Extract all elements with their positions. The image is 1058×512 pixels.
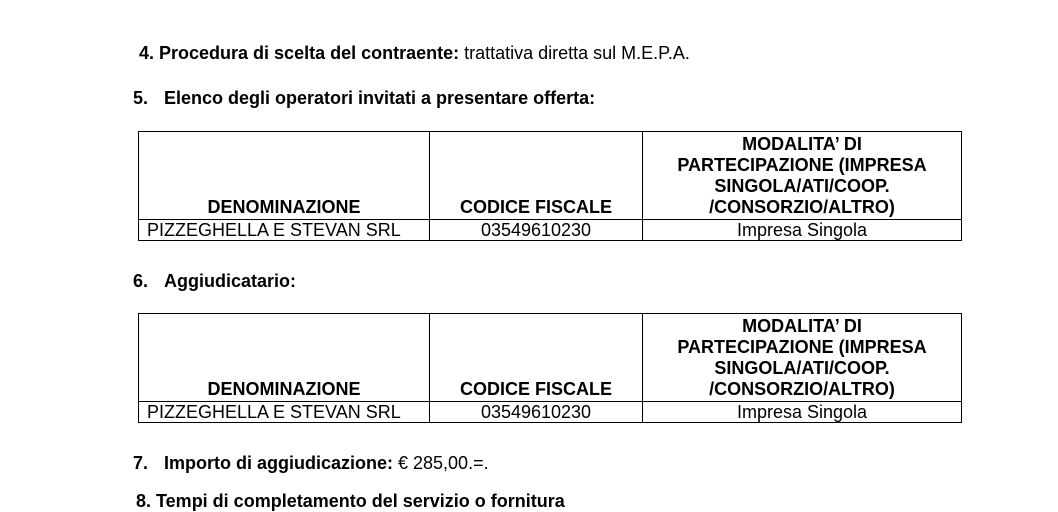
section-4-value: trattativa diretta sul M.E.P.A. [459,43,690,63]
section-8-partial: 8. Tempi di completamento del servizio o fornitura [136,491,565,511]
cell-codice-fiscale: 03549610230 [430,402,643,423]
section-5-number: 5. [133,88,149,108]
header-modalita-line-3: SINGOLA/ATI/COOP. [714,358,890,378]
header-denominazione: DENOMINAZIONE [139,314,430,402]
header-modalita-line-4: /CONSORZIO/ALTRO) [709,197,895,217]
header-modalita [643,132,962,220]
header-modalita [643,314,962,402]
section-7-value: € 285,00.=. [393,453,489,473]
table-header-row [139,132,962,220]
cell-denominazione: PIZZEGHELLA E STEVAN SRL [139,402,430,423]
section-5-label: Elenco degli operatori invitati a presentare offerta: [164,88,596,108]
section-7 [133,452,489,474]
cell-modalita: Impresa Singola [643,220,962,241]
cell-modalita: Impresa Singola [643,402,962,423]
cell-denominazione: PIZZEGHELLA E STEVAN SRL [139,220,430,241]
table-row [139,402,962,423]
table-header-row [139,314,962,402]
header-modalita-line-2: PARTECIPAZIONE (IMPRESA [677,337,927,357]
header-codice-fiscale: CODICE FISCALE [430,314,643,402]
section-4 [139,42,690,64]
header-modalita-line-4: /CONSORZIO/ALTRO) [709,379,895,399]
section-4-label: 4. Procedura di scelta del contraente: [139,43,460,63]
section-5-heading [133,87,595,109]
table-row [139,220,962,241]
cell-codice-fiscale: 03549610230 [430,220,643,241]
header-modalita-line-1: MODALITA’ DI [742,316,862,336]
section-6-heading [133,270,296,292]
section-6-label: Aggiudicatario: [164,271,297,291]
header-codice-fiscale: CODICE FISCALE [430,132,643,220]
awardee-table [138,313,962,423]
invited-operators-table [138,131,962,241]
header-modalita-line-3: SINGOLA/ATI/COOP. [714,176,890,196]
header-denominazione: DENOMINAZIONE [139,132,430,220]
header-modalita-line-2: PARTECIPAZIONE (IMPRESA [677,155,927,175]
section-7-number: 7. [133,453,149,473]
section-6-number: 6. [133,271,149,291]
section-7-label: Importo di aggiudicazione: [164,453,393,473]
header-modalita-line-1: MODALITA’ DI [742,134,862,154]
